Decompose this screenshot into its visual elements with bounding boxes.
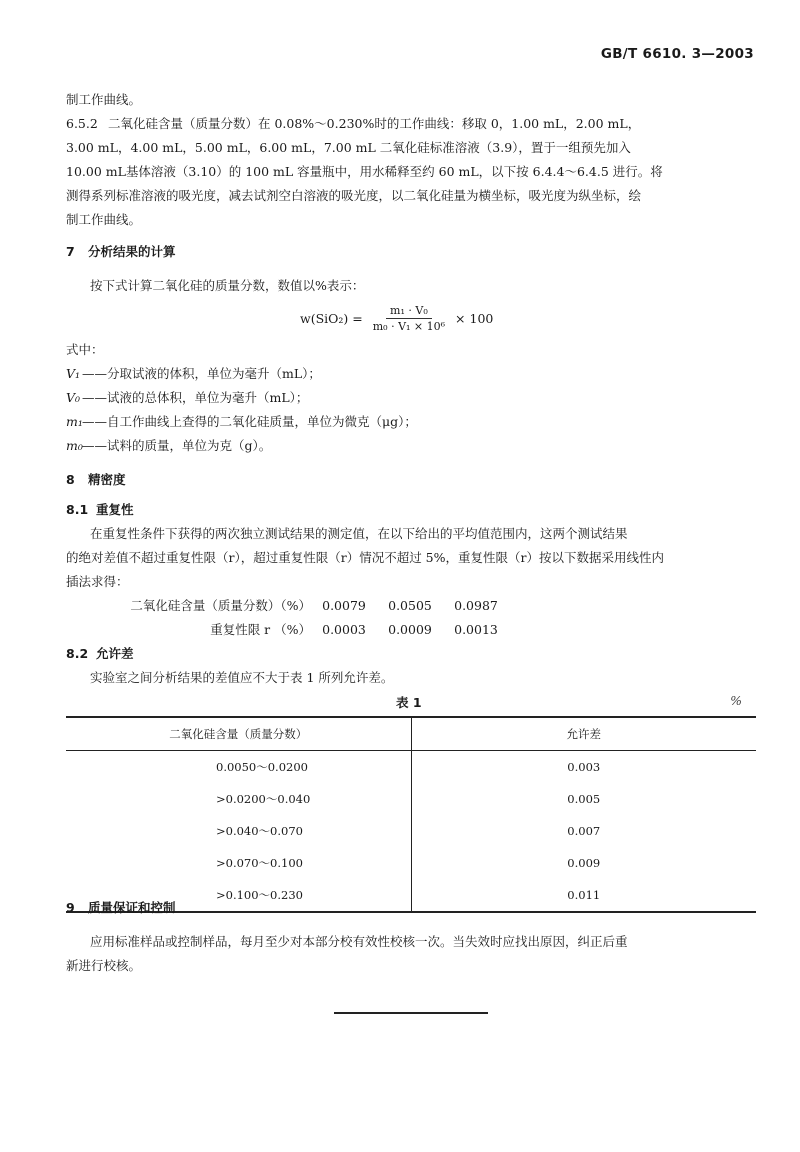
section-title: 分析结果的计算 — [88, 244, 176, 259]
cell-text: 0.0050～0.0200 — [216, 760, 308, 774]
section-title: 精密度 — [88, 472, 126, 487]
section-number: 8.2 — [66, 646, 89, 661]
standard-code: GB/T 6610. 3—2003 — [600, 46, 754, 62]
section-number: 8 — [66, 472, 75, 487]
section-number: 7 — [66, 244, 75, 259]
section-8 — [66, 468, 756, 690]
table-row — [66, 815, 756, 847]
formula-numerator: m₁ · V₀ — [386, 304, 432, 319]
table-header-cell: 允许差 — [411, 717, 756, 751]
table-title: 表 1 — [396, 695, 422, 710]
table-row — [66, 751, 756, 784]
precision-value: 0.0987 — [454, 598, 498, 613]
variable-description: ——试料的质量，单位为克（g）。 — [82, 438, 272, 453]
table-cell: 0.005 — [567, 792, 601, 806]
paragraph-line: 在重复性条件下获得的两次独立测试结果的测定值，在以下给出的平均值范围内，这两个测试结果 — [90, 526, 628, 541]
subsection-heading — [66, 642, 756, 666]
table-cell: 0.003 — [567, 760, 601, 774]
table-cell: 0.007 — [567, 824, 601, 838]
variable-list — [66, 338, 756, 458]
table-header-cell: 二氧化硅含量（质量分数） — [66, 717, 411, 751]
table-row — [66, 783, 756, 815]
table-unit: % — [730, 693, 742, 708]
subsection-title: 重复性 — [96, 502, 134, 517]
precision-label: 二氧化硅含量（质量分数）（%） — [130, 598, 311, 613]
paragraph-line: 制工作曲线。 — [66, 212, 142, 227]
tolerance-table — [66, 716, 756, 913]
paragraph-text: 二氧化硅含量（质量分数）在 0.08%～0.230%时的工作曲线：移取 0，1.00 mL，2.00 mL， — [108, 116, 641, 131]
variable-item — [66, 410, 756, 434]
table-row — [66, 847, 756, 879]
variable-symbol: m₀ — [66, 438, 83, 453]
table-cell — [66, 847, 411, 879]
where-label: 式中： — [66, 342, 104, 357]
variable-description: ——分取试液的体积，单位为毫升（mL）； — [82, 366, 321, 381]
section-heading — [66, 468, 756, 492]
variable-description: ——试液的总体积，单位为毫升（mL）； — [82, 390, 309, 405]
paragraph-line: 插法求得： — [66, 574, 129, 589]
section-title: 质量保证和控制 — [88, 900, 176, 915]
variable-description: ——自工作曲线上查得的二氧化硅质量，单位为微克（μg）； — [82, 414, 417, 429]
precision-value: 0.0505 — [388, 598, 432, 613]
section-number: 6.5.2 — [66, 116, 98, 131]
section-heading — [66, 240, 756, 264]
paragraph-continuation: 制工作曲线。 — [66, 92, 142, 107]
table-header-row — [66, 717, 756, 751]
section-number: 8.1 — [66, 502, 89, 517]
repeatability-value: 0.0003 — [322, 622, 366, 637]
table-cell — [66, 815, 411, 847]
section-7 — [66, 240, 756, 298]
precision-content-row — [66, 594, 756, 618]
formula-rhs: × 100 — [455, 311, 494, 326]
table-cell — [66, 783, 411, 815]
variable-item — [66, 362, 756, 386]
paragraph-line — [66, 112, 756, 136]
cell-text: >0.070～0.100 — [216, 856, 303, 870]
formula-fraction — [369, 304, 449, 333]
repeatability-limit-row — [66, 618, 756, 642]
table-cell: 0.009 — [567, 856, 601, 870]
paragraph-line: 新进行校核。 — [66, 958, 142, 973]
table-cell: 0.011 — [567, 888, 601, 902]
variable-symbol: m₁ — [66, 414, 83, 429]
section-number: 9 — [66, 900, 75, 915]
calculation-formula — [300, 304, 493, 333]
paragraph-line: 应用标准样品或控制样品，每月至少对本部分校有效性校核一次。当失效时应找出原因，纠正后重 — [90, 934, 628, 949]
formula-denominator: m₀ · V₁ × 10⁶ — [372, 320, 446, 333]
subsection-title: 允许差 — [96, 646, 134, 661]
paragraph-line: 3.00 mL，4.00 mL，5.00 mL，6.00 mL，7.00 mL 二氧化硅标准溶液（3.9），置于一组预先加入 — [66, 140, 631, 155]
precision-value: 0.0079 — [322, 598, 366, 613]
subsection-heading — [66, 498, 756, 522]
variable-symbol: V₁ — [66, 366, 81, 381]
repeatability-value: 0.0013 — [454, 622, 498, 637]
paragraph-line: 10.00 mL基体溶液（3.10）的 100 mL 容量瓶中，用水稀释至约 60 mL，以下按 6.4.4～6.4.5 进行。将 — [66, 164, 663, 179]
table-cell — [66, 751, 411, 784]
formula-lhs: w(SiO₂) = — [300, 311, 363, 326]
cell-text: >0.0200～0.040 — [216, 792, 311, 806]
paragraph-line: 的绝对差值不超过重复性限（r），超过重复性限（r）情况不超过 5%，重复性限（r）按以下数据采用线性内 — [66, 550, 664, 565]
section-9 — [66, 896, 756, 978]
section-6-5-2 — [66, 88, 756, 232]
paragraph-line: 测得系列标准溶液的吸光度，减去试剂空白溶液的吸光度，以二氧化硅量为横坐标，吸光度为纵坐标，绘 — [66, 188, 642, 203]
variable-symbol: V₀ — [66, 390, 81, 405]
variable-item — [66, 434, 756, 458]
repeatability-value: 0.0009 — [388, 622, 432, 637]
end-rule — [334, 1012, 488, 1014]
section-heading — [66, 896, 756, 920]
intro-text: 按下式计算二氧化硅的质量分数，数值以%表示： — [90, 278, 365, 293]
paragraph-line: 实验室之间分析结果的差值应不大于表 1 所列允许差。 — [90, 670, 394, 685]
cell-text: >0.040～0.070 — [216, 824, 303, 838]
cell-text: >0.100～0.230 — [216, 888, 303, 902]
variable-item — [66, 386, 756, 410]
repeatability-label: 重复性限 r （%） — [210, 622, 311, 637]
